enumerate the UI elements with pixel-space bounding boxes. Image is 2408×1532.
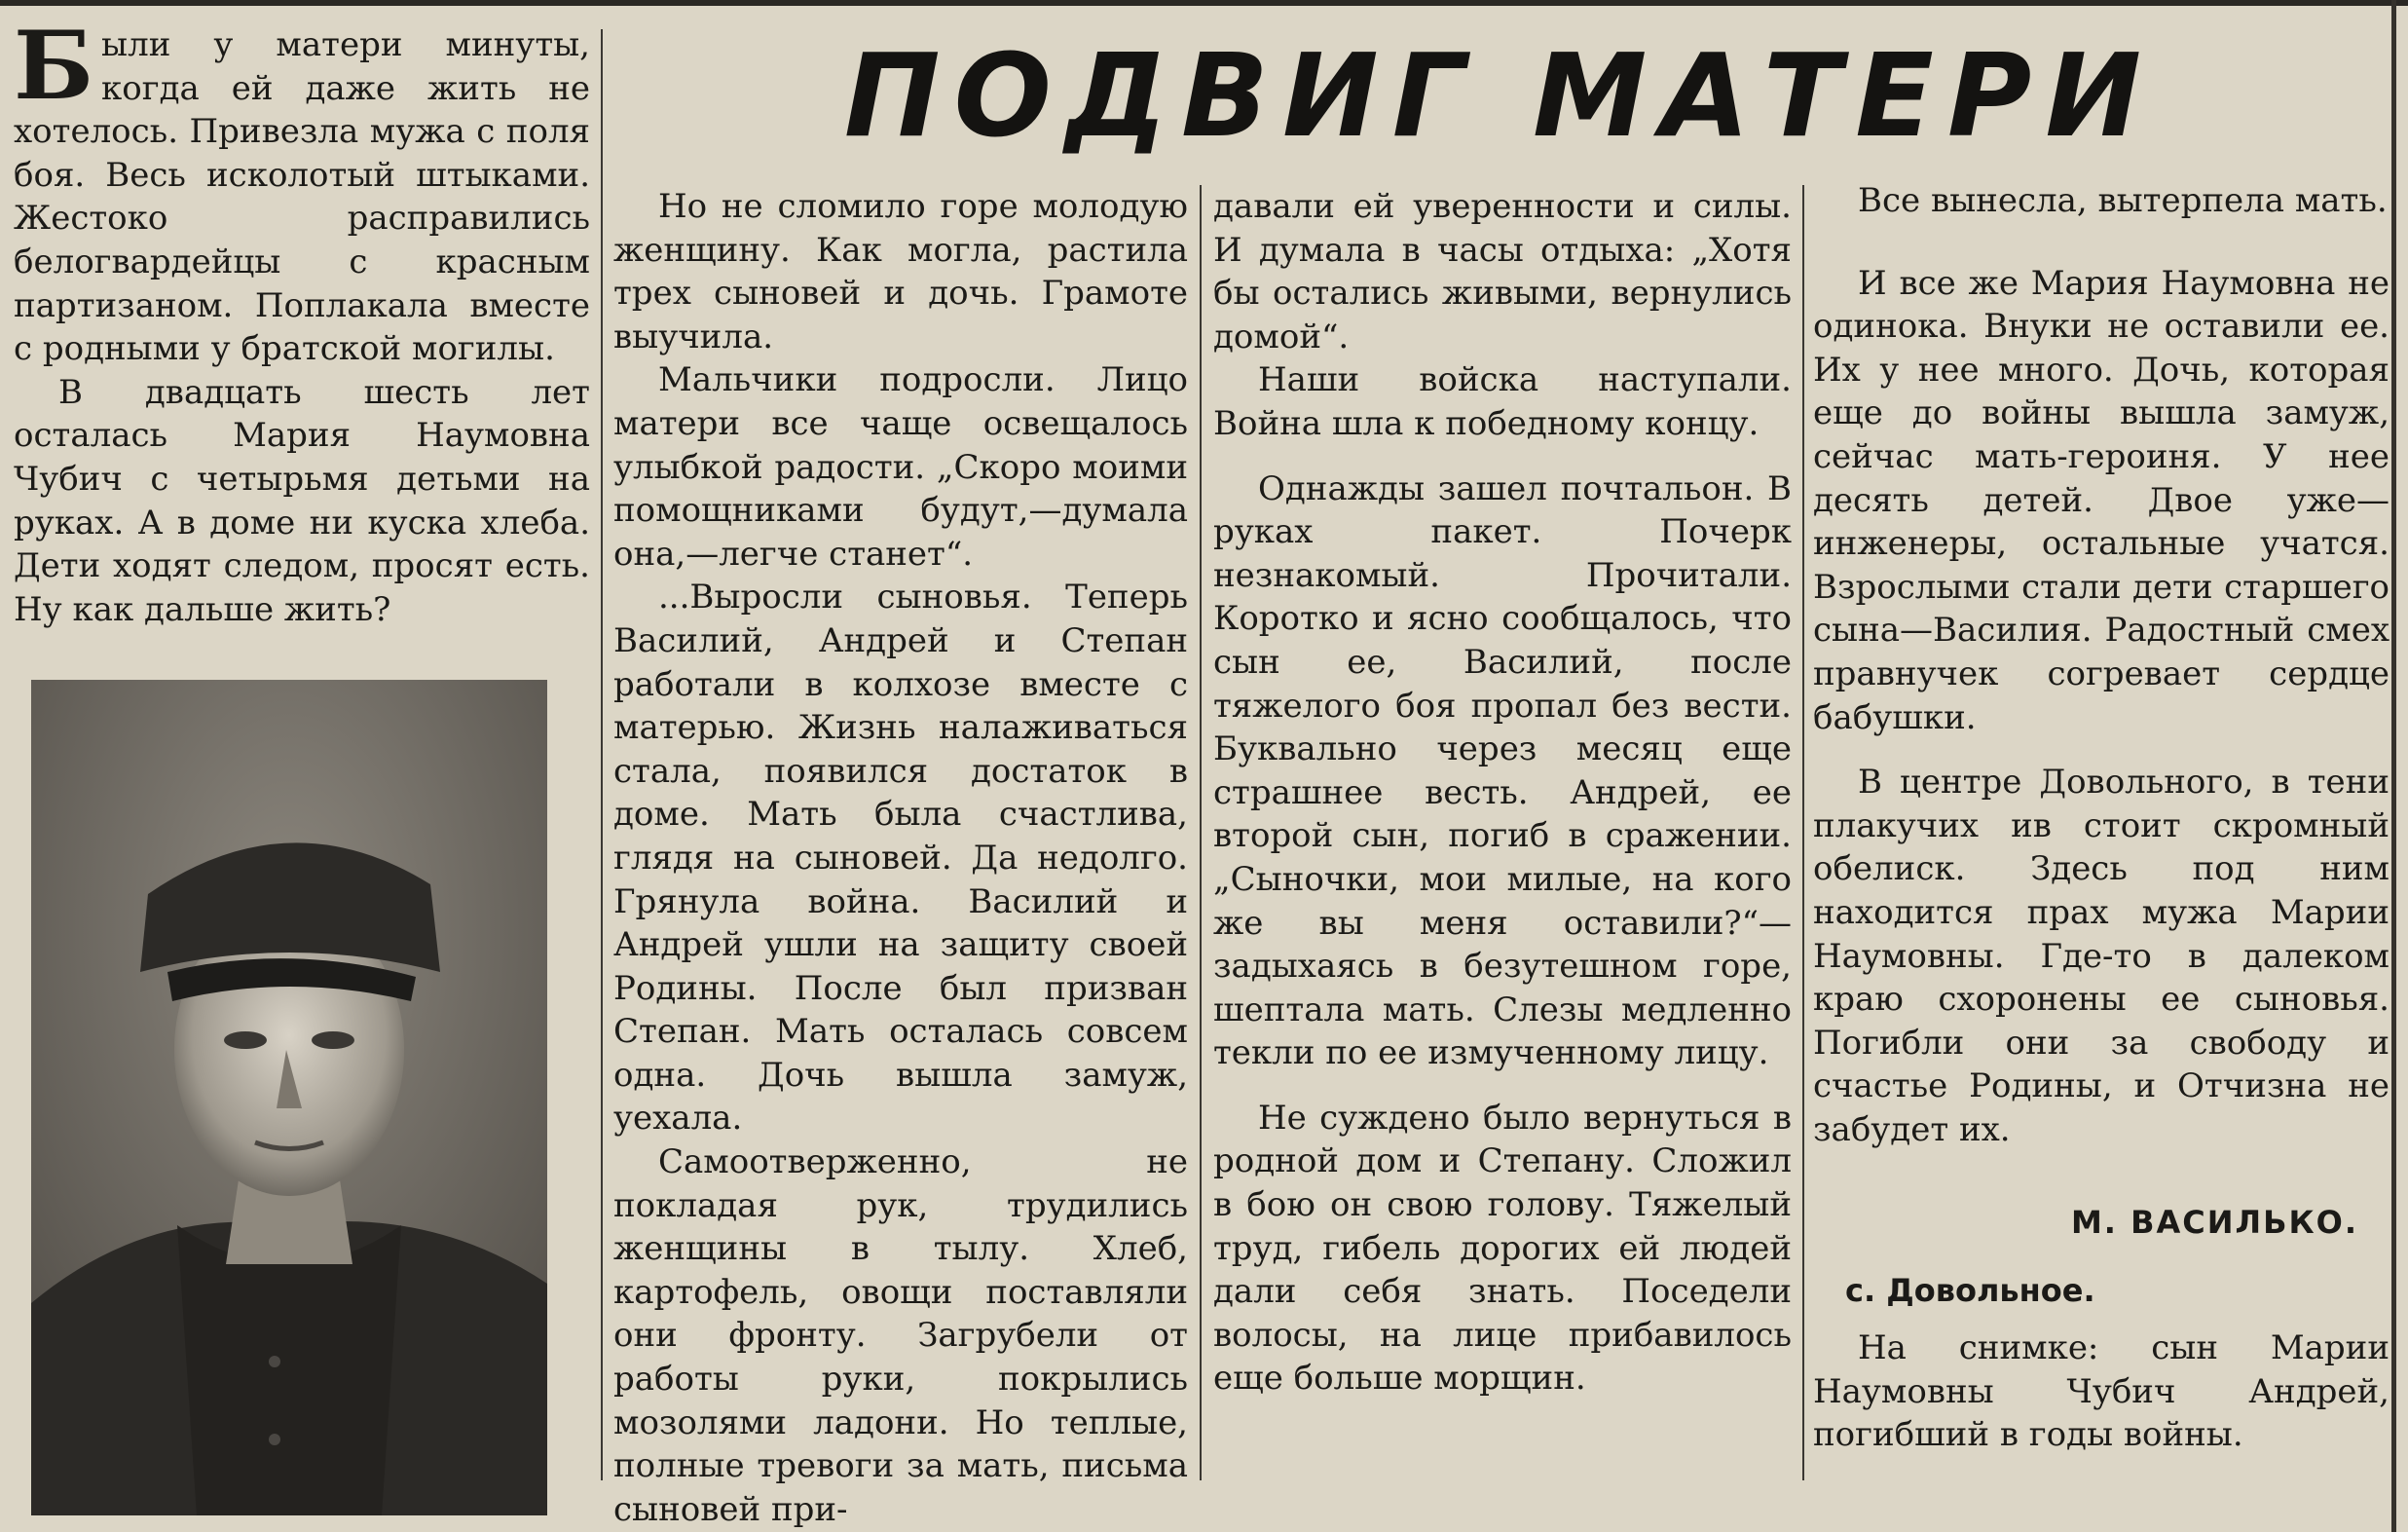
portrait-photo [31, 680, 547, 1515]
article-paragraph: В двадцать шесть лет осталась Мария Наумовна Чубич с четырьмя детьми на руках. А в доме ни куска хлеба. Дети ходят следом, просят есть. Ну как дальше жить? [14, 372, 590, 629]
article-paragraph: Не суждено было вернуться в родной дом и Степану. Сложил в бою он свою голову. Тяжелый труд, гибель дорогих ей людей дали себя знать. Поседели волосы, на лице прибавилось еще больше морщин. [1213, 1098, 1792, 1399]
article-paragraph: Однажды зашел почтальон. В руках пакет. Почерк незнакомый. Прочитали. Коротко и ясно сообщалось, что сын ее, Василий, после тяжелого боя пропал без вести. Буквально через месяц еще страшнее весть. Андрей, ее второй сын, погиб в сражении. „Сыночки, мои милые, на кого же вы меня оставили?“— задыхаясь в безутешном горе, шептала мать. Слезы медленно текли по ее измученному лицу. [1213, 468, 1792, 1073]
article-paragraph: Мальчики подросли. Лицо матери все чаще освещалось улыбкой радости. „Скоро моими помощниками будут,—думала она,—легче станет“. [613, 360, 1188, 574]
column-rule [1802, 185, 1804, 1480]
top-border-rule [0, 0, 2408, 6]
article-paragraph: Самоотверженно, не покладая рук, трудились женщины в тылу. Хлеб, картофель, овощи поставляли они фронту. Загрубели от работы руки, покрылись мозолями ладони. Но теплые, полные тревоги за мать, письма сыновей при- [613, 1142, 1188, 1529]
article-column-2 [613, 185, 1188, 1531]
column-rule [601, 29, 603, 1480]
photo-caption: На снимке: сын Марии Наумовны Чубич Андрей, погибший в годы войны. [1813, 1328, 2389, 1455]
photo-caption-block [1813, 1326, 2389, 1457]
article-column-3 [1213, 185, 1792, 1401]
article-paragraph: ...Выросли сыновья. Теперь Василий, Андрей и Степан работали в колхозе вместе с матерью. Жизнь налаживаться стала, появился достаток в доме. Мать была счастлива, глядя на сыновей. Да недолго. Грянула война. Василий и Андрей ушли на защиту своей Родины. После был призван Степан. Мать осталась совсем одна. Дочь вышла замуж, уехала. [613, 578, 1188, 1139]
article-column-4 [1813, 179, 2389, 1151]
article-paragraph: Все вынесла, вытерпела мать. [1858, 181, 2388, 220]
article-paragraph: В центре Довольного, в тени плакучих ив стоит скромный обелиск. Здесь под ним находится прах мужа Марии Наумовны. Где-то в далеком краю схоронены ее сыновья. Погибли они за свободу и счастье Родины, и Отчизна не забудет их. [1813, 763, 2389, 1149]
article-column-1 [14, 11, 590, 631]
portrait-image [31, 680, 547, 1515]
drop-cap: Б [14, 11, 94, 121]
right-border-rule [2391, 0, 2396, 1532]
article-paragraph: давали ей уверенности и силы. И думала в часы отдыха: „Хотя бы остались живыми, вернулись домой“. [1213, 187, 1792, 356]
article-paragraph: Но не сломило горе молодую женщину. Как могла, растила трех сыновей и дочь. Грамоте выучила. [613, 187, 1188, 356]
column-rule [1200, 185, 1202, 1480]
article-paragraph: Наши войска наступали. Война шла к победному концу. [1213, 360, 1792, 443]
dateline-place: с. Довольное. [1845, 1272, 2095, 1309]
article-paragraph: И все же Мария Наумовна не одинока. Внуки не оставили ее. Их у нее много. Дочь, которая еще до войны вышла замуж, сейчас мать-героиня. У нее десять детей. Двое уже— инженеры, остальные учатся. Взрослыми стали дети старшего сына—Василия. Радостный смех правнучек согревает сердце бабушки. [1813, 263, 2389, 737]
article-headline: ПОДВИГ МАТЕРИ [843, 28, 2156, 163]
author-signature: М. ВАСИЛЬКО. [2070, 1204, 2358, 1241]
article-paragraph: Были у матери минуты, когда ей даже жить не хотелось. Привезла мужа с поля боя. Весь исколотый штыками. Жестоко расправились белогвардейцы с красным партизаном. Поплакала вместе с родными у братской могилы. [14, 11, 590, 369]
